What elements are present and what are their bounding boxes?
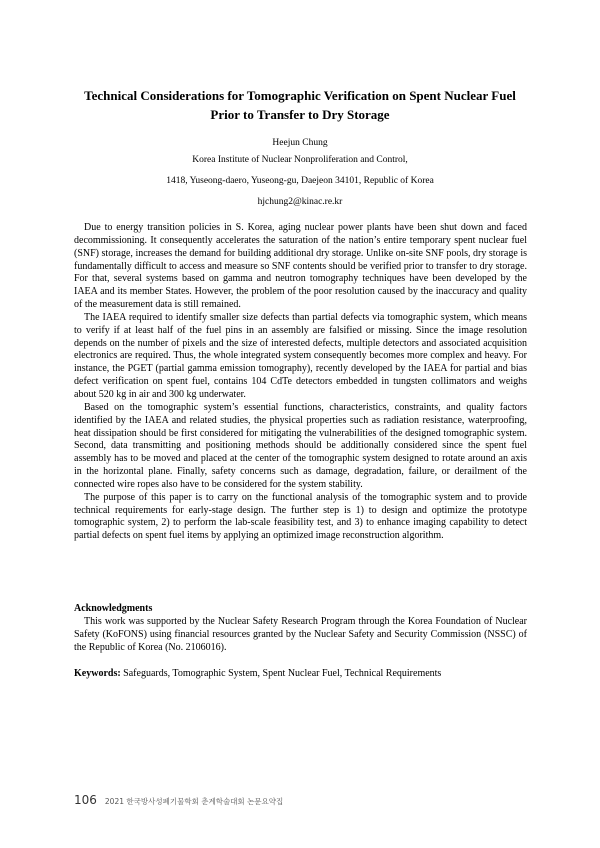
page-footer bbox=[74, 793, 283, 809]
author-email: hjchung2@kinac.re.kr bbox=[257, 197, 343, 207]
body-paragraph: Based on the tomographic system’s essential functions, characteristics, constraints, and quality factors identified by the IAEA and related studies, the physical properties such as radiation resistance, waterproofing, heat dissipation should be first considered for mitigating the vulnerabilities of the designed tomographic system. Second, data transmitting and positioning methods should be additionally considered since the spent fuel assembly has to be moved and placed at the center of the tomographic system designed to rotate around an axis in the horizontal plane. Finally, safety concerns such as damage, degradation, failure, or derailment of the connected wire ropes also have to be considered for the system stability. bbox=[74, 401, 527, 490]
body-paragraph: The IAEA required to identify smaller size defects than partial defects via tomographic system, which means to verify if at least half of the fuel pins in an assembly are falsified or missing. Since the image resolution depends on the number of pixels and the size of interested defects, multiple detectors and associated acquisition electronics are required. Thus, the whole integrated system consequently becomes more complex and heavy. For instance, the PGET (partial gamma emission tomography), recently developed by the IAEA for partial and bias defect verification on spent fuel, contains 104 CdTe detectors embedded in tungsten collimators and weighs about 520 kg in air and 300 kg underwater. bbox=[74, 311, 527, 400]
keywords-label: Keywords: bbox=[74, 668, 121, 679]
abstract-body bbox=[74, 222, 527, 543]
title-line-2: Prior to Transfer to Dry Storage bbox=[210, 107, 390, 122]
keywords-text: Safeguards, Tomographic System, Spent Nuclear Fuel, Technical Requirements bbox=[123, 668, 442, 679]
keywords-line bbox=[74, 668, 527, 681]
page-number: 106 bbox=[74, 793, 97, 807]
body-paragraph: The purpose of this paper is to carry on the functional analysis of the tomographic system and to provide technical requirements for early-stage design. The further step is 1) to design and optimize the prototype tomographic system, 2) to perform the lab-scale feasibility test, and 3) to enhance imaging capability to detect partial defects on spent fuel items by applying an optimized image reconstruction algorithm. bbox=[74, 491, 527, 542]
paper-title bbox=[60, 86, 540, 124]
acknowledgments-heading: Acknowledgments bbox=[74, 603, 153, 614]
title-line-1: Technical Considerations for Tomographic Verification on Spent Nuclear Fuel bbox=[84, 88, 516, 103]
footer-text: 2021 한국방사성폐기물학회 춘계학술대회 논문요약집 bbox=[104, 797, 284, 806]
acknowledgments-section bbox=[74, 616, 527, 655]
affiliation-line-2: 1418, Yuseong-daero, Yuseong-gu, Daejeon 34101, Republic of Korea bbox=[166, 176, 434, 186]
acknowledgments-text: This work was supported by the Nuclear Safety Research Program through the Korea Foundation of Nuclear Safety (KoFONS) using financial resources granted by the Nuclear Safety and Security Commission (NSSC) of the Republic of Korea (No. 2106016). bbox=[74, 616, 527, 653]
author-name: Heejun Chung bbox=[272, 138, 328, 148]
affiliation-line-1: Korea Institute of Nuclear Nonproliferation and Control, bbox=[192, 155, 408, 165]
body-paragraph: Due to energy transition policies in S. Korea, aging nuclear power plants have been shut down and faced decommissioning. It consequently accelerates the saturation of the nation’s entire temporary spent nuclear fuel (SNF) storage, increases the demand for building additional dry storage. Unlike on-site SNF pools, dry storage is fundamentally difficult to access and measure so SNF contents should be verified prior to transfer to dry storage. For that, several systems based on gamma and neutron tomography techniques have been developed by the IAEA and its member States. However, the problem of the poor resolution caused by the inaccuracy and quality of the measurement data is still remained. bbox=[74, 222, 527, 311]
